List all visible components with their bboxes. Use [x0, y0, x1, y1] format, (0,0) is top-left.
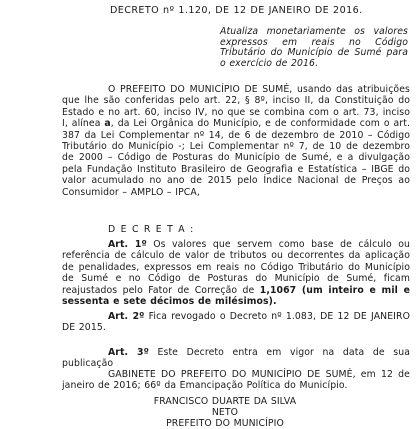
article-3-label: Art. 3º [108, 347, 149, 358]
gabinete-text: GABINETE DO PREFEITO DO MUNICÍPIO DE SUMÉ, em 12 de janeiro de 2016; 66º da Emancipação Política do Município. [62, 369, 410, 392]
article-1-bold-text: 1,1067 (um inteiro e mil e sessenta e sete décimos de milésimos). [62, 284, 410, 308]
article-1-label: Art. 1º [108, 239, 147, 250]
article-1-text: Os valores que servem como base de cálculo ou referência de cálculo de valor de tributos ou decorrentes da aplicação de penalidades, expressos em reais no Código Tributário do Município de Sumé e no Código de Posturas do Município de Sumé, ficam reajustados pelo Fator de Correção de [62, 239, 411, 296]
signer-name: FRANCISCO DUARTE DA SILVA NETO [153, 396, 297, 418]
preamble-text: O PREFEITO DO MUNICÍPIO DE SUMÉ, usando das atribuições que lhe são conferidas pelo art. 22, § 8º, inciso II, da Constituição do Estado e no art. 60, inciso IV, no que se combina com o art. 73, inciso I, alínea [62, 84, 410, 130]
decree-title: DECRETO nº 1.120, DE 12 DE JANEIRO DE 2016. [110, 5, 363, 16]
article-3 [62, 347, 410, 370]
preamble-text-rest: , da Lei Orgânica do Município, e de conformidade com o art. 387 da Lei Complementar nº 14, de 6 de dezembro de 2010 – Código Tributário do Município -; Lei Complementar nº 7, de 10 de dezembro de 2000 – Código de Posturas do Município de Sumé, e a divulgação pela Fundação Instituto Brasileiro de Geografia e Estatística – IBGE do valor acumulado no ano de 2015 pelo Índice Nacional de Preços ao Consumidor – AMPLO – IPCA, [62, 118, 410, 198]
article-1 [62, 239, 410, 307]
article-2-label: Art. 2º [108, 311, 145, 322]
article-2 [62, 311, 410, 334]
decree-preamble [62, 84, 410, 198]
signer-title: PREFEITO DO MUNICÍPIO [166, 418, 284, 429]
article-3-text: Este Decreto entra em vigor na data de sua publicação [62, 347, 410, 370]
article-2-text: Fica revogado o Decreto nº 1.083, DE 12 DE JANEIRO DE 2015. [62, 311, 410, 334]
decreta-heading: D E C R E T A : [108, 224, 195, 235]
decree-ementa: Atualiza monetariamente os valores expressos em reais no Código Tributário do Município de Sumé para o exercício de 2016. [220, 26, 408, 69]
preamble-bold-letter: a [104, 118, 111, 130]
signature-block [150, 396, 300, 429]
gabinete-closing [62, 369, 410, 392]
